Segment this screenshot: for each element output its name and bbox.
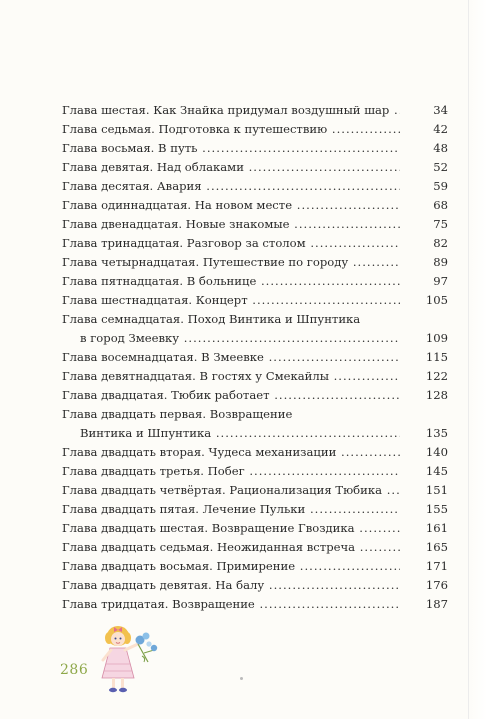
toc-entry [62, 386, 448, 405]
toc-entry-title: Глава двадцать восьмая. Примирение ..... [62, 557, 400, 576]
toc-entry-page: 145 [402, 462, 448, 481]
toc-entry-title: Глава восьмая. В путь ..... [62, 139, 400, 158]
toc-entry-title: Глава шестнадцатая. Концерт ..... [62, 291, 400, 310]
toc-entry-title: в город Змеевку ..... [80, 329, 400, 348]
toc-entry-title: Глава тринадцатая. Разговор за столом ..... [62, 234, 400, 253]
toc-entry [62, 595, 448, 614]
toc-entry-page: 155 [402, 500, 448, 519]
girl-illustration [88, 622, 168, 697]
toc-entry [62, 519, 448, 538]
toc-entry [62, 557, 448, 576]
page-edge [468, 0, 487, 719]
toc-entry [62, 405, 448, 424]
toc-entry-title: Глава четырнадцатая. Путешествие по городу ..... [62, 253, 400, 272]
toc-entry-continuation [62, 424, 448, 443]
toc-entry [62, 576, 448, 595]
toc-entry-page: 187 [402, 595, 448, 614]
toc-entry-title: Глава двадцать вторая. Чудеса механизации ..... [62, 443, 400, 462]
toc-entry-title: Глава двадцать девятая. На балу ..... [62, 576, 400, 595]
toc-entry-page: 48 [402, 139, 448, 158]
page-number: 286 [60, 662, 89, 678]
toc-entry-page: 122 [402, 367, 448, 386]
toc-entry [62, 367, 448, 386]
toc-entry [62, 291, 448, 310]
toc-entry-title: Глава двадцать четвёртая. Рационализация Тюбика ..... [62, 481, 400, 500]
toc-entry [62, 196, 448, 215]
toc-entry-page: 140 [402, 443, 448, 462]
toc-entry-page: 97 [402, 272, 448, 291]
toc-entry-page: 171 [402, 557, 448, 576]
toc-entry-page: 59 [402, 177, 448, 196]
toc-entry-page: 75 [402, 215, 448, 234]
toc-entry-page: 115 [402, 348, 448, 367]
toc-entry-title: Глава шестая. Как Знайка придумал воздушный шар ..... [62, 101, 400, 120]
toc-entry [62, 481, 448, 500]
toc-entry-title: Глава девятая. Над облаками ..... [62, 158, 400, 177]
toc-entry [62, 177, 448, 196]
table-of-contents [62, 101, 448, 614]
toc-entry-page: 34 [402, 101, 448, 120]
toc-entry-page: 161 [402, 519, 448, 538]
toc-entry-title: Глава двадцать первая. Возвращение [62, 407, 293, 421]
toc-entry-page: 151 [402, 481, 448, 500]
toc-entry [62, 462, 448, 481]
toc-entry-page: 105 [402, 291, 448, 310]
toc-entry-page: 52 [402, 158, 448, 177]
toc-entry-page: 89 [402, 253, 448, 272]
toc-entry [62, 348, 448, 367]
toc-entry [62, 500, 448, 519]
toc-entry-page: 128 [402, 386, 448, 405]
toc-entry [62, 158, 448, 177]
toc-entry-page: 68 [402, 196, 448, 215]
toc-entry-title: Глава пятнадцатая. В больнице ..... [62, 272, 400, 291]
toc-entry-title: Глава двадцатая. Тюбик работает ..... [62, 386, 400, 405]
toc-entry [62, 253, 448, 272]
toc-entry-title: Винтика и Шпунтика ..... [80, 424, 400, 443]
toc-entry [62, 443, 448, 462]
toc-entry [62, 234, 448, 253]
toc-entry-title: Глава двадцать шестая. Возвращение Гвоздика ..... [62, 519, 400, 538]
toc-entry-page: 82 [402, 234, 448, 253]
toc-entry-page: 135 [402, 424, 448, 443]
toc-entry-title: Глава двадцать пятая. Лечение Пульки ..... [62, 500, 400, 519]
toc-entry [62, 120, 448, 139]
toc-entry-title: Глава двенадцатая. Новые знакомые ..... [62, 215, 400, 234]
toc-entry-page: 42 [402, 120, 448, 139]
toc-entry-title: Глава двадцать третья. Побег ..... [62, 462, 400, 481]
toc-entry [62, 310, 448, 329]
toc-entry [62, 538, 448, 557]
toc-entry-title: Глава тридцатая. Возвращение ..... [62, 595, 400, 614]
toc-entry [62, 139, 448, 158]
toc-entry [62, 101, 448, 120]
toc-entry-continuation [62, 329, 448, 348]
toc-entry-page: 109 [402, 329, 448, 348]
toc-entry [62, 215, 448, 234]
toc-entry-page: 176 [402, 576, 448, 595]
toc-entry-title: Глава семнадцатая. Поход Винтика и Шпунтика [62, 312, 361, 326]
toc-entry-title: Глава девятнадцатая. В гостях у Смекайлы ..... [62, 367, 400, 386]
toc-entry-title: Глава седьмая. Подготовка к путешествию ..... [62, 120, 400, 139]
toc-entry-title: Глава восемнадцатая. В Змеевке ..... [62, 348, 400, 367]
page-footer [60, 620, 170, 700]
toc-entry-title: Глава двадцать седьмая. Неожиданная встреча ..... [62, 538, 400, 557]
print-mark [240, 677, 243, 680]
toc-entry [62, 272, 448, 291]
toc-entry-title: Глава одиннадцатая. На новом месте ..... [62, 196, 400, 215]
toc-entry-title: Глава десятая. Авария ..... [62, 177, 400, 196]
toc-entry-page: 165 [402, 538, 448, 557]
